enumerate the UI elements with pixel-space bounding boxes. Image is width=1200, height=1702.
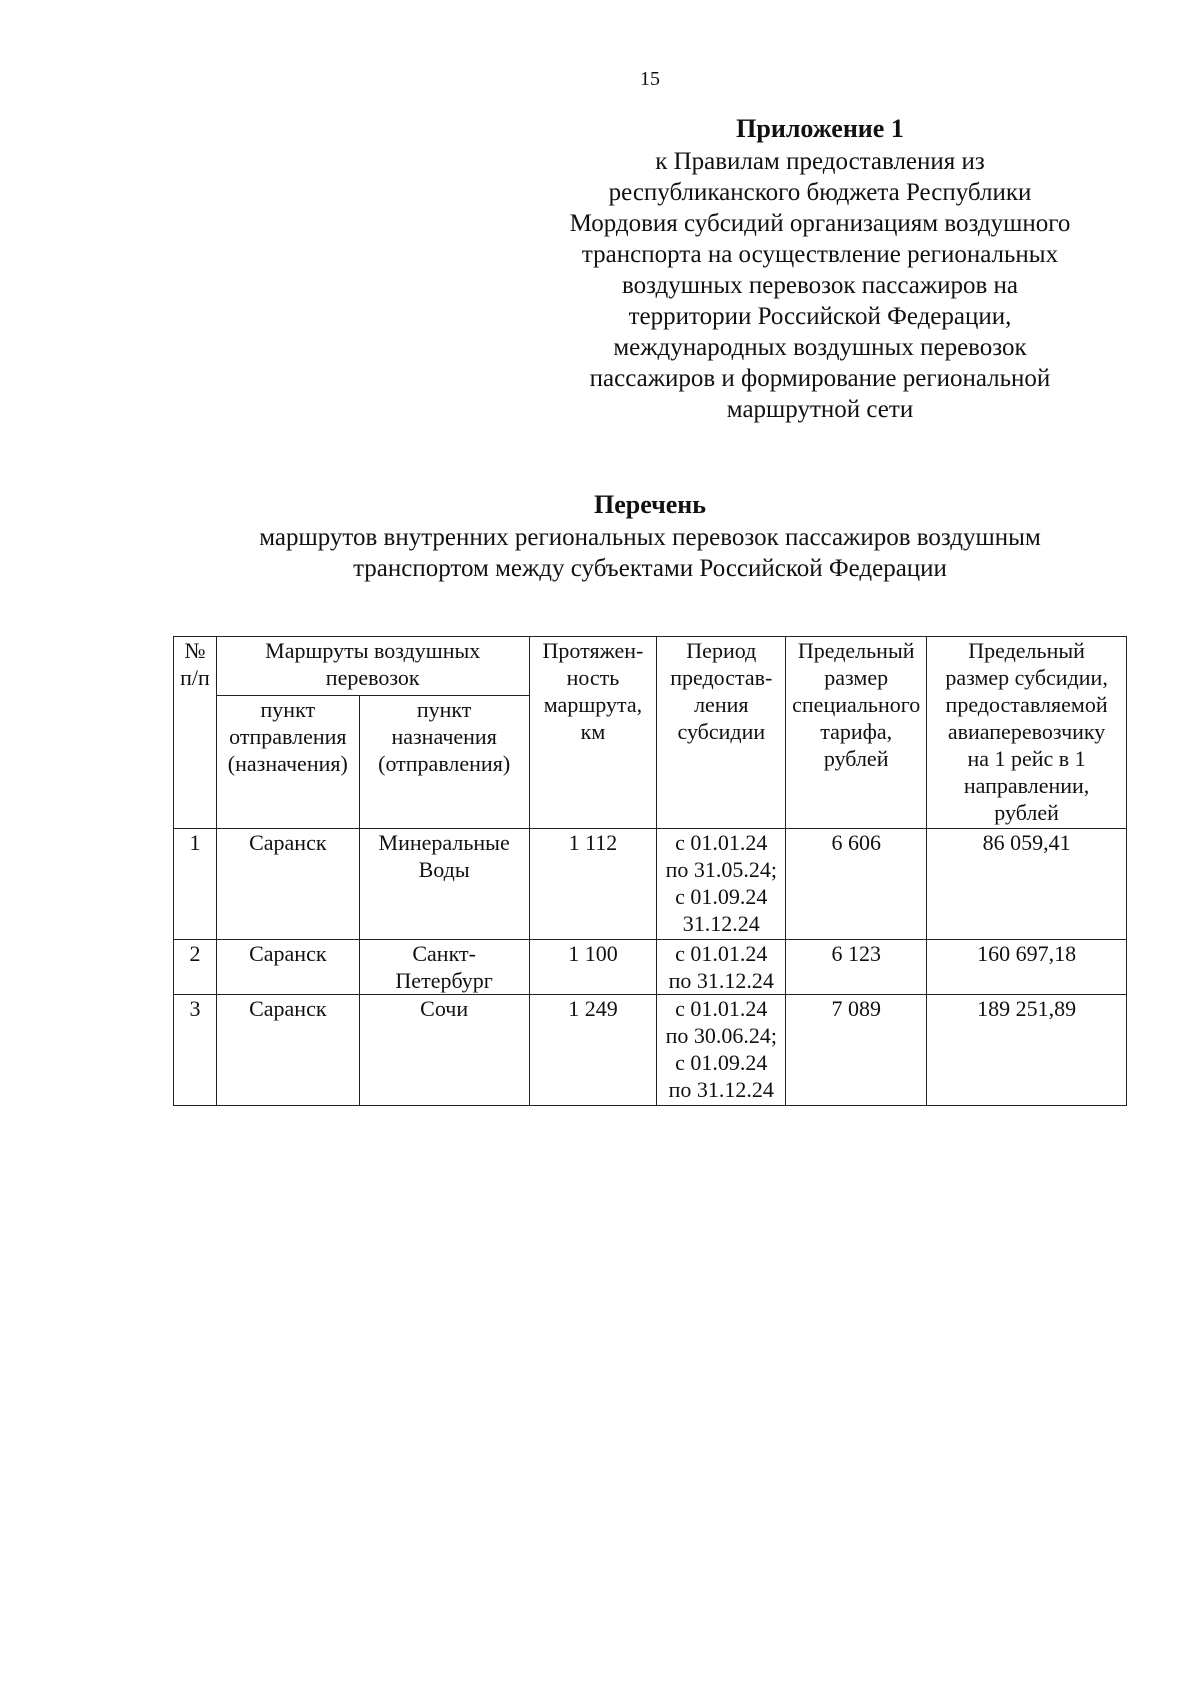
appendix-line: республиканского бюджета Республики [608,179,1032,206]
table-row [174,940,1127,995]
appendix-block [520,112,1120,425]
cell-tariff: 6 123 [786,940,927,995]
appendix-line: маршрутной сети [726,396,914,423]
list-subtitle-line: транспортом между субъектами Российской Федерации [353,555,947,582]
page-number: 15 [640,68,660,90]
cell-length: 1 249 [529,995,657,1106]
cell-period: с 01.01.24 по 30.06.24; с 01.09.24 по 31.12.24 [657,995,786,1106]
appendix-line: международных воздушных перевозок [613,334,1027,361]
cell-period: с 01.01.24 по 31.12.24 [657,940,786,995]
list-title: Перечень [593,490,707,519]
list-subtitle-line: маршрутов внутренних региональных перевозок пассажиров воздушным [259,524,1041,551]
header-destination: пункт назначения (отправления) [359,696,529,829]
table-header-row [174,637,1127,696]
appendix-line: Мордовия субсидий организациям воздушного [569,210,1071,237]
cell-subsidy: 160 697,18 [927,940,1127,995]
table-row [174,829,1127,940]
cell-period: с 01.01.24 по 31.05.24; с 01.09.24 31.12.24 [657,829,786,940]
header-tariff: Предельный размер специального тарифа, рублей [786,637,927,829]
appendix-line: к Правилам предоставления из [655,148,985,175]
header-num: № п/п [174,637,217,829]
cell-departure: Саранск [216,995,359,1106]
cell-length: 1 112 [529,829,657,940]
appendix-line: территории Российской Федерации, [628,303,1012,330]
cell-destination: Минеральные Воды [359,829,529,940]
header-subsidy: Предельный размер субсидии, предоставляемой авиаперевозчику на 1 рейс в 1 направлении, рублей [927,637,1127,829]
cell-subsidy: 189 251,89 [927,995,1127,1106]
cell-tariff: 6 606 [786,829,927,940]
header-departure: пункт отправления (назначения) [216,696,359,829]
cell-destination: Сочи [359,995,529,1106]
header-routes: Маршруты воздушных перевозок [216,637,529,696]
appendix-line: транспорта на осуществление региональных [581,241,1059,268]
appendix-line: пассажиров и формирование региональной [589,365,1051,392]
cell-length: 1 100 [529,940,657,995]
appendix-line: воздушных перевозок пассажиров на [621,272,1019,299]
cell-num: 1 [174,829,217,940]
cell-subsidy: 86 059,41 [927,829,1127,940]
header-length: Протяжен- ность маршрута, км [529,637,657,829]
cell-tariff: 7 089 [786,995,927,1106]
header-period: Период предостав- ления субсидии [657,637,786,829]
table-row [174,995,1127,1106]
cell-num: 2 [174,940,217,995]
list-heading [150,488,1150,584]
appendix-title: Приложение 1 [736,114,904,143]
routes-table [173,636,1127,1106]
cell-departure: Саранск [216,940,359,995]
cell-departure: Саранск [216,829,359,940]
cell-num: 3 [174,995,217,1106]
cell-destination: Санкт- Петербург [359,940,529,995]
